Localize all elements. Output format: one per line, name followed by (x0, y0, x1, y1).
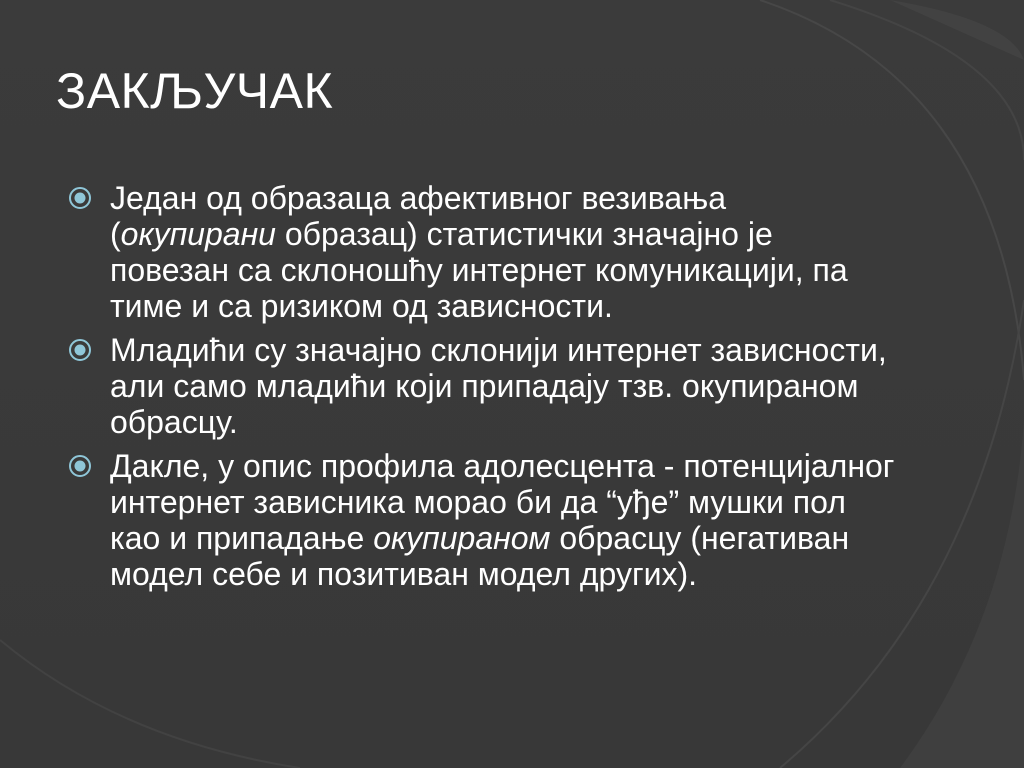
slide-title: ЗАКЉУЧАК (56, 63, 334, 119)
bullet-text: Дакле, у опис профила адолесцента - потенцијалног интернет зависника морао би да “уђе” мушки пол као и припадање окупираном обрасцу (негативан модел себе и позитиван модел других). (110, 448, 895, 592)
bullet-item (68, 332, 898, 440)
bullet-item (68, 180, 898, 324)
bullet-list (68, 180, 898, 600)
bullet-item (68, 448, 898, 592)
bullet-text: Младићи су значајно склонији интернет зависности, али само младићи који припадају тзв. окупираном обрасцу. (110, 332, 887, 440)
target-circle-icon (68, 186, 92, 210)
target-circle-icon (68, 338, 92, 362)
target-circle-icon (68, 454, 92, 478)
bullet-text: Један од образаца афективног везивања (окупирани образац) статистички значајно је повезан са склоношћу интернет комуникацији, па тиме и са ризиком од зависности. (110, 180, 848, 324)
